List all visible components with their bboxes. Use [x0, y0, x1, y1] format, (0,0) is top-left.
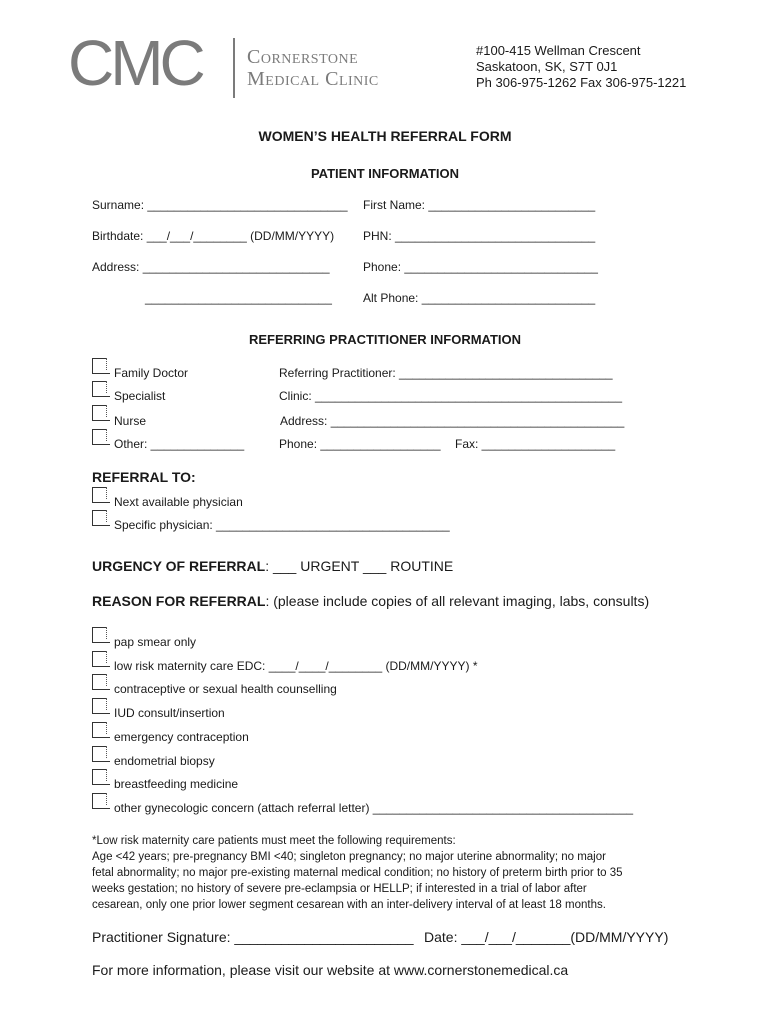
phn-field[interactable]: PHN: ______________________________: [363, 229, 596, 243]
reason-checkbox-pap[interactable]: [92, 627, 106, 643]
clinic-name: [247, 46, 379, 90]
reason-checkbox-biopsy[interactable]: [92, 746, 106, 762]
reason-label-pap: pap smear only: [114, 635, 197, 649]
clinic-name-line2: Medical Clinic: [247, 68, 379, 90]
reason-checkbox-maternity[interactable]: [92, 651, 106, 667]
reason-label-biopsy: endometrial biopsy: [114, 754, 215, 768]
clinic-phone-fax: Ph 306-975-1262 Fax 306-975-1221: [476, 75, 687, 90]
footnote-line: cesarean, only one prior lower segment cesarean with an inter-delivery interval of at least 18 months.: [92, 899, 606, 911]
signature-date-field[interactable]: Date: ___/___/_______(DD/MM/YYYY): [424, 929, 669, 945]
family-doctor-checkbox[interactable]: [92, 358, 106, 374]
urgency-label: URGENCY OF REFERRAL: [92, 558, 266, 574]
reason-label-emergency: emergency contraception: [114, 730, 249, 744]
specialist-label: Specialist: [114, 389, 166, 403]
practitioner-clinic-field[interactable]: Clinic: ______________________________________________: [279, 389, 623, 403]
reason-checkbox-contraceptive[interactable]: [92, 674, 106, 690]
next-available-checkbox[interactable]: [92, 487, 106, 503]
address-line2-field[interactable]: ____________________________: [145, 291, 332, 305]
specific-physician-checkbox[interactable]: [92, 510, 106, 526]
clinic-address-line1: #100-415 Wellman Crescent: [476, 43, 641, 58]
practitioner-fax-field[interactable]: Fax: ____________________: [455, 437, 616, 451]
footnote-line: fetal abnormality; no major pre-existing maternal medical condition; no history of preterm birth prior to 35: [92, 867, 623, 879]
clinic-name-line1: Cornerstone: [247, 46, 359, 68]
logo-divider: [233, 38, 235, 98]
specific-physician-label[interactable]: Specific physician: ___________________________________: [114, 518, 450, 532]
phone-field[interactable]: Phone: _____________________________: [363, 260, 598, 274]
urgency-row: [92, 558, 453, 574]
footnote-line: Age <42 years; pre-pregnancy BMI <40; singleton pregnancy; no major uterine abnormality; no major: [92, 851, 606, 863]
birthdate-field[interactable]: Birthdate: ___/___/________ (DD/MM/YYYY): [92, 229, 335, 243]
reason-checkbox-other[interactable]: [92, 793, 106, 809]
logo-text: CMC: [68, 27, 202, 99]
next-available-label: Next available physician: [114, 495, 243, 509]
practitioner-address-field[interactable]: Address: ____________________________________________: [280, 414, 625, 428]
clinic-address-block: [476, 43, 686, 91]
surname-field[interactable]: Surname: ______________________________: [92, 198, 348, 212]
reason-label: REASON FOR REFERRAL: [92, 593, 266, 609]
other-label[interactable]: Other: ______________: [114, 437, 245, 451]
specialist-checkbox[interactable]: [92, 381, 106, 397]
reason-label-contraceptive: contraceptive or sexual health counselling: [114, 682, 337, 696]
urgency-options[interactable]: : ___ URGENT ___ ROUTINE: [265, 558, 454, 574]
practitioner-phone-field[interactable]: Phone: __________________: [279, 437, 441, 451]
reason-note: : (please include copies of all relevant imaging, labs, consults): [265, 593, 650, 609]
reason-label-other[interactable]: other gynecologic concern (attach referral letter) _______________________________________: [114, 801, 634, 815]
reason-checkbox-iud[interactable]: [92, 698, 106, 714]
patient-info-heading: PATIENT INFORMATION: [310, 166, 460, 181]
reason-label-maternity[interactable]: low risk maternity care EDC: ____/____/________ (DD/MM/YYYY) *: [114, 659, 478, 673]
family-doctor-label: Family Doctor: [114, 366, 189, 380]
more-info-text: For more information, please visit our website at www.cornerstonemedical.ca: [92, 962, 569, 978]
alt-phone-field[interactable]: Alt Phone: __________________________: [363, 291, 596, 305]
clinic-logo: [68, 26, 202, 100]
reason-checkbox-breastfeeding[interactable]: [92, 769, 106, 785]
nurse-label: Nurse: [114, 414, 147, 428]
clinic-address-line2: Saskatoon, SK, S7T 0J1: [476, 59, 618, 74]
reason-label-breastfeeding: breastfeeding medicine: [114, 777, 239, 791]
other-checkbox[interactable]: [92, 429, 106, 445]
reason-checkbox-emergency[interactable]: [92, 722, 106, 738]
footnote-line: *Low risk maternity care patients must meet the following requirements:: [92, 835, 456, 847]
maternity-requirements-note: [92, 833, 623, 913]
form-title: WOMEN’S HEALTH REFERRAL FORM: [258, 128, 512, 144]
referral-to-heading: REFERRAL TO:: [92, 469, 196, 485]
first-name-field[interactable]: First Name: _________________________: [363, 198, 596, 212]
referring-practitioner-field[interactable]: Referring Practitioner: ________________________________: [279, 366, 613, 380]
address-field[interactable]: Address: ____________________________: [92, 260, 330, 274]
reason-label-iud: IUD consult/insertion: [114, 706, 225, 720]
nurse-checkbox[interactable]: [92, 405, 106, 421]
practitioner-info-heading: REFERRING PRACTITIONER INFORMATION: [248, 332, 522, 347]
reason-row: [92, 593, 649, 609]
signature-field[interactable]: Practitioner Signature: _______________________: [92, 929, 414, 945]
footnote-line: weeks gestation; no history of severe pre-eclampsia or HELLP; if interested in a trial of labor after: [92, 883, 587, 895]
